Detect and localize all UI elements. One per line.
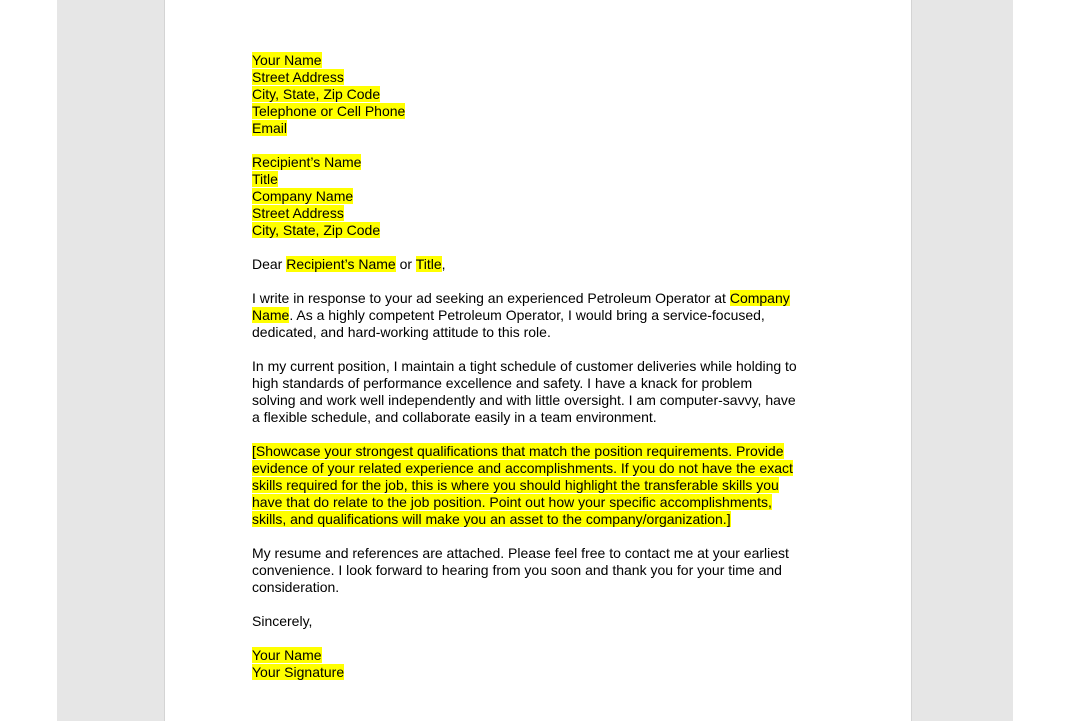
salutation-prefix: Dear <box>252 256 283 272</box>
p4-line: consideration. <box>252 579 340 595</box>
closing-text: Sincerely, <box>252 613 313 629</box>
p2-line: solving and work well independently and with little oversight. I am computer-savvy, have <box>252 392 796 408</box>
p3-line: skills required for the job, this is where you should highlight the transferable skills you <box>252 477 779 493</box>
sender-city: City, State, Zip Code <box>252 86 381 102</box>
p1-line1-company: Company <box>729 290 790 306</box>
p3-line: [Showcase your strongest qualifications that match the position requirements. Provide <box>252 443 784 459</box>
recipient-name: Recipient’s Name <box>252 154 362 170</box>
p1-line2-text: . As a highly competent Petroleum Operator, I would bring a service-focused, <box>289 307 765 323</box>
p2-line: high standards of performance excellence and safety. I have a knack for problem <box>252 375 753 391</box>
p4-line: convenience. I look forward to hearing from you soon and thank you for your time and <box>252 562 782 578</box>
signature-sign: Your Signature <box>252 664 345 680</box>
signature-block <box>252 647 842 681</box>
paragraph-closing <box>252 545 842 596</box>
p2-line: In my current position, I maintain a tight schedule of customer deliveries while holding to <box>252 358 797 374</box>
paragraph-current-position <box>252 358 842 426</box>
p4-line: My resume and references are attached. Please feel free to contact me at your earliest <box>252 545 789 561</box>
paragraph-intro <box>252 290 842 341</box>
signature-name: Your Name <box>252 647 322 663</box>
p1-line3-text: dedicated, and hard-working attitude to this role. <box>252 324 551 340</box>
p1-line2-name: Name <box>252 307 290 323</box>
closing-block <box>252 613 842 630</box>
sender-block <box>252 52 842 137</box>
sender-phone: Telephone or Cell Phone <box>252 103 406 119</box>
sender-street: Street Address <box>252 69 344 85</box>
recipient-street: Street Address <box>252 205 344 221</box>
salutation-title: Title <box>415 256 442 272</box>
sender-name: Your Name <box>252 52 322 68</box>
recipient-city: City, State, Zip Code <box>252 222 381 238</box>
paragraph-qualifications-placeholder <box>252 443 842 528</box>
recipient-company: Company Name <box>252 188 354 204</box>
p3-line: evidence of your related experience and accomplishments. If you do not have the exact <box>252 460 793 476</box>
p3-line: have that do relate to the job position. Point out how your specific accomplishments, <box>252 494 772 510</box>
p2-line: a flexible schedule, and collaborate easily in a team environment. <box>252 409 657 425</box>
sender-email: Email <box>252 120 288 136</box>
salutation <box>252 256 842 273</box>
recipient-block <box>252 154 842 239</box>
salutation-or: or <box>399 256 413 272</box>
recipient-title: Title <box>252 171 278 187</box>
salutation-comma: , <box>441 256 446 272</box>
letter-body[interactable] <box>252 52 842 681</box>
p1-line1-text: I write in response to your ad seeking an experienced Petroleum Operator at <box>252 290 730 306</box>
p3-line: skills, and qualifications will make you an asset to the company/organization.] <box>252 511 731 527</box>
salutation-name: Recipient’s Name <box>286 256 396 272</box>
